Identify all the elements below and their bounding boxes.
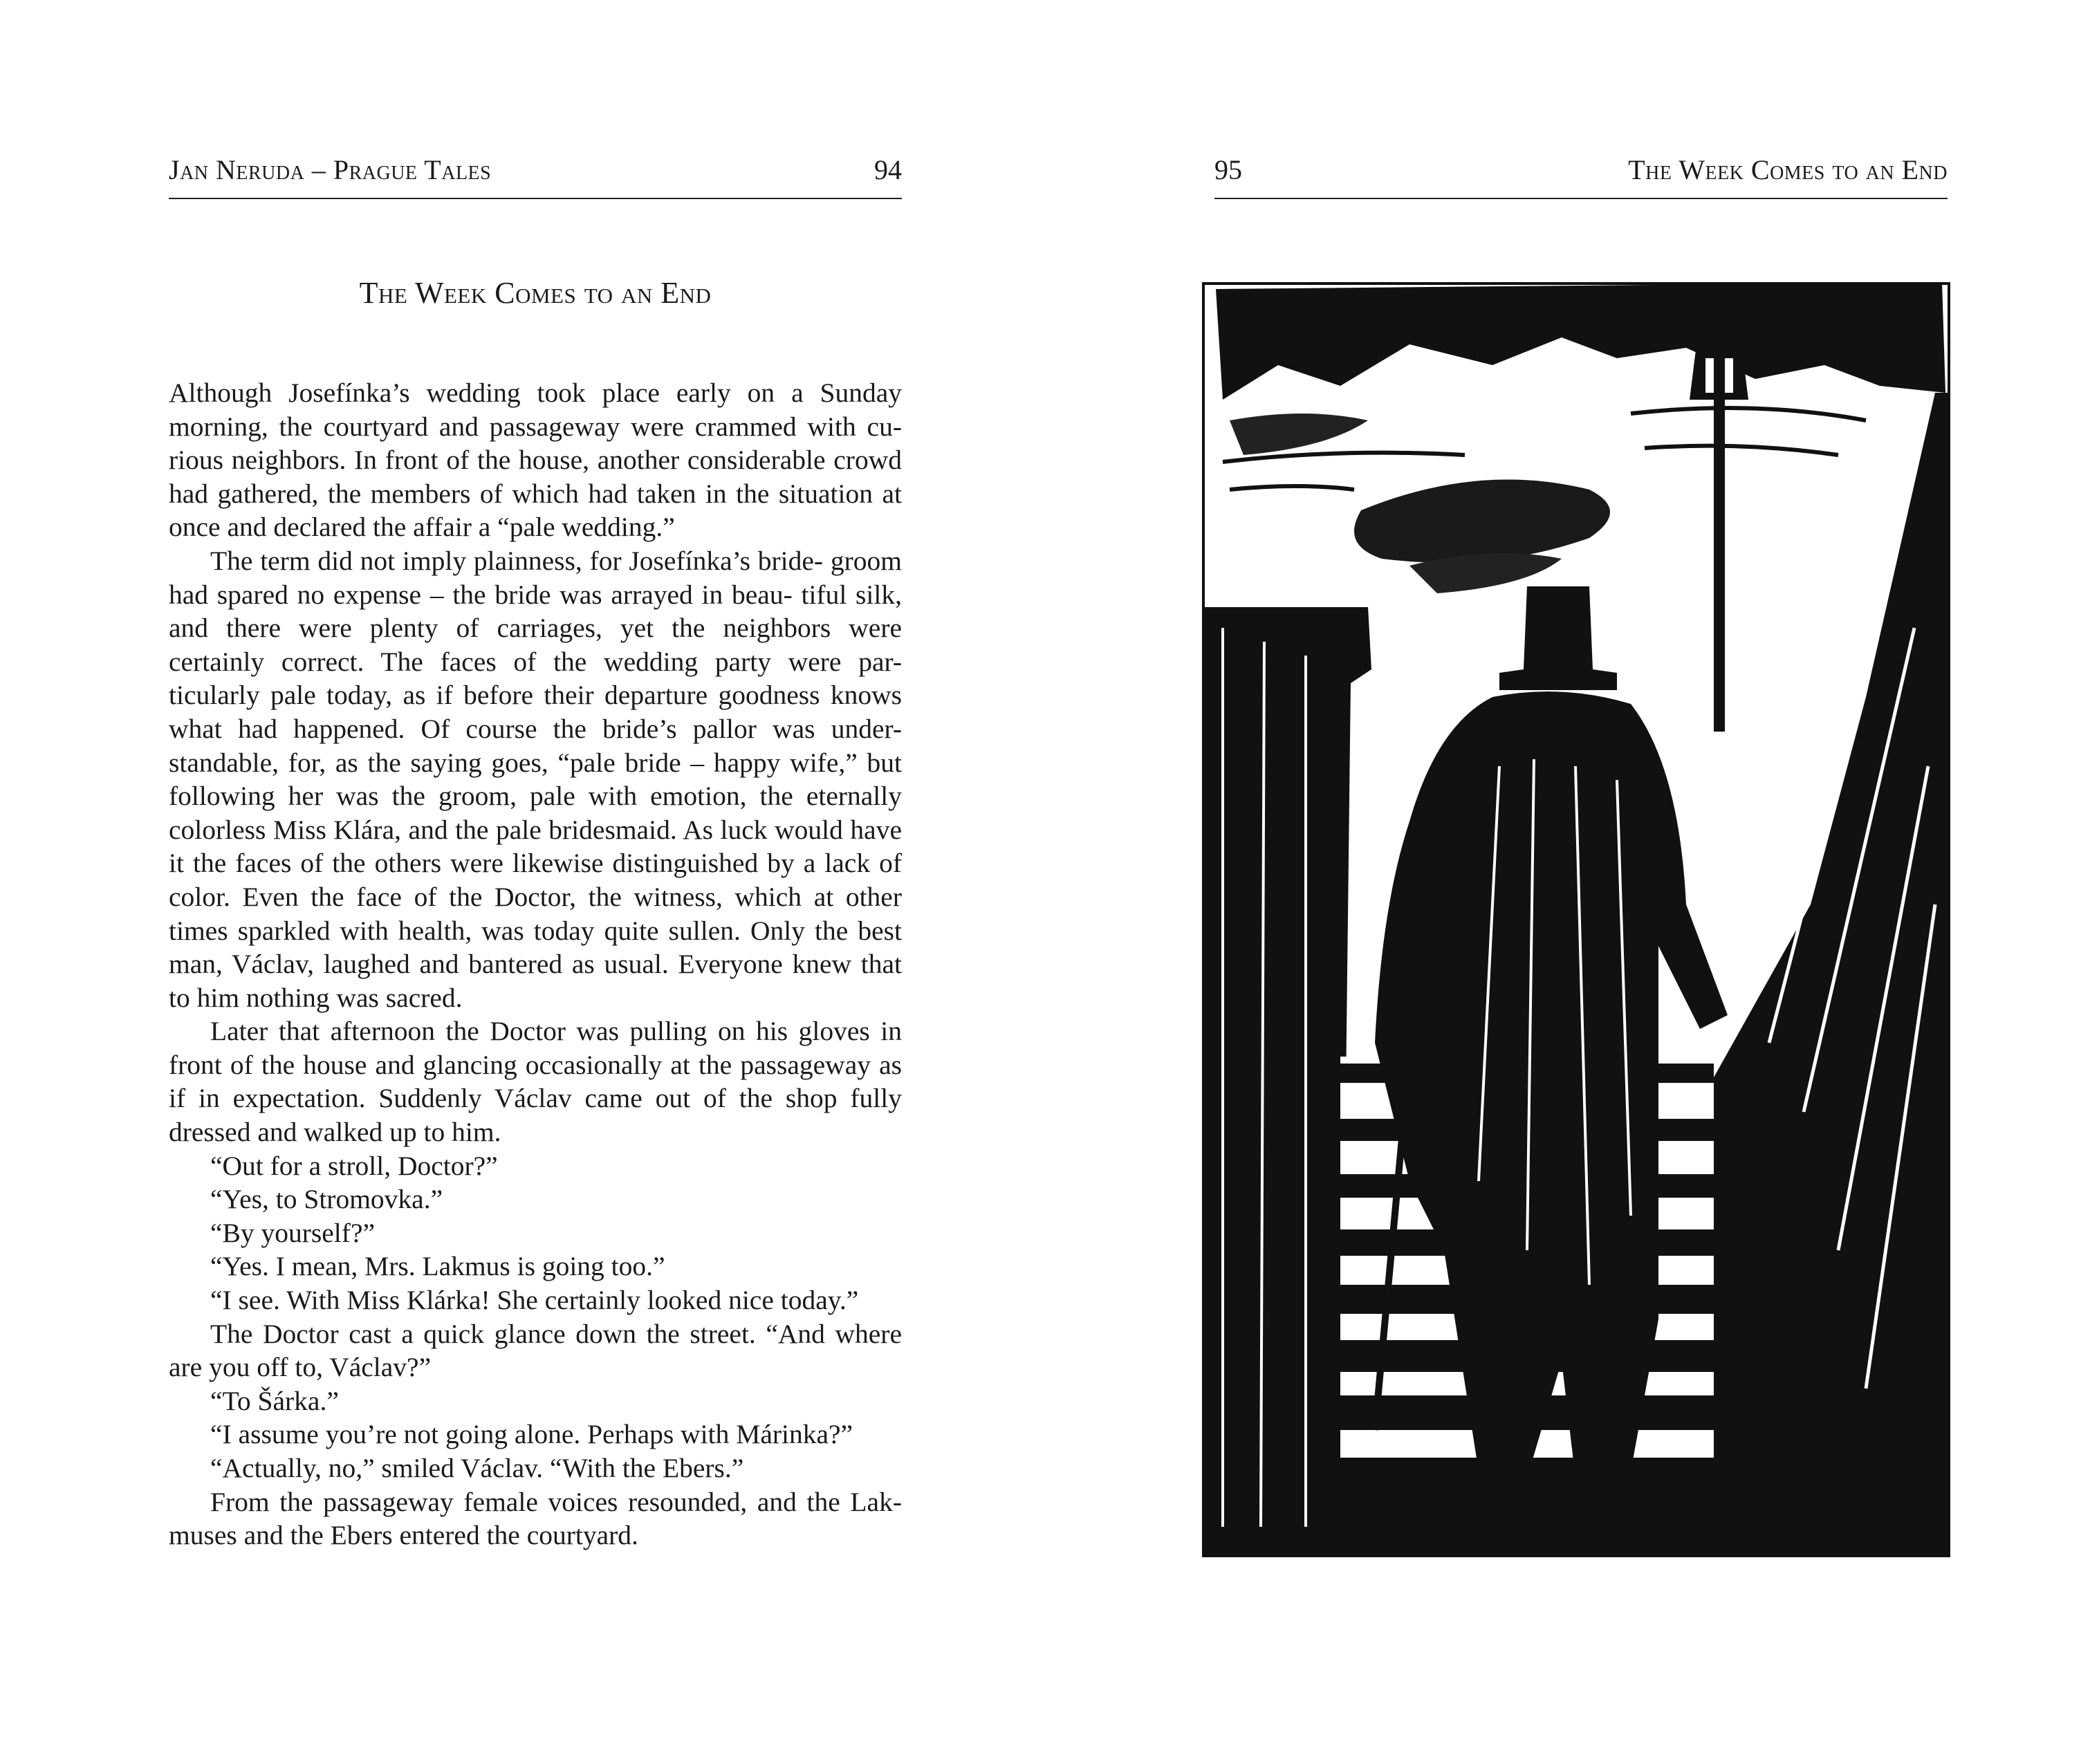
dialogue-line: “To Šárka.” xyxy=(210,1385,339,1416)
dialogue-line: “Yes. I mean, Mrs. Lakmus is going too.” xyxy=(210,1251,665,1282)
right-header-rule xyxy=(1214,198,1948,199)
right-running-header xyxy=(1214,151,1948,189)
street-lamp-icon xyxy=(1690,344,1748,400)
paragraph: From the passageway female voices resounded, and the Lak- muses and the Ebers entered the courtyard. xyxy=(169,1486,902,1551)
paragraph: Later that afternoon the Doctor was pulling on his gloves in front of the house and glancing occasionally at the passageway as if in expectation. Suddenly Václav came out of the shop fully dressed and walked up to him. xyxy=(169,1016,902,1148)
chapter-title: The Week Comes to an End xyxy=(359,276,712,310)
dialogue-line: “Out for a stroll, Doctor?” xyxy=(210,1150,498,1181)
left-running-head-title: Jan Neruda – Prague Tales xyxy=(169,154,492,185)
right-page-number: 95 xyxy=(1214,154,1242,185)
left-page-number: 94 xyxy=(874,154,902,185)
dialogue-line: “Yes, to Stromovka.” xyxy=(210,1184,443,1215)
dialogue-line: “By yourself?” xyxy=(210,1217,376,1248)
dialogue-line: “I see. With Miss Klárka! She certainly looked nice today.” xyxy=(210,1285,859,1316)
right-running-head-title: The Week Comes to an End xyxy=(1628,154,1948,185)
paragraph: The term did not imply plainness, for Josefínka’s bride- groom had spared no expense – the bride was arrayed in beau- tiful silk, and there were plenty of carriages, yet the neighbors were certainly correct. The faces of the wedding party were par- ticularly pale today, as if before their departure goodness knows what had happened. Of course the bride’s pallor was under- standable, for, as the saying goes, “pale bride – happy wife,” but following her was the groom, pale with emotion, the eternally colorless Miss Klára, and the pale bridesmaid. As luck would have it the faces of the others were likewise distinguished by a lack of color. Even the face of the Doctor, the witness, which at other times sparkled with health, was today quite sullen. Only the best man, Václav, laughed and bantered as usual. Everyone knew that to him nothing was sacred. xyxy=(169,545,902,1013)
woodcut-illustration xyxy=(1202,282,1950,1557)
left-running-header xyxy=(169,151,902,189)
paragraph: Although Josefínka’s wedding took place early on a Sunday morning, the courtyard and passageway were crammed with cu- rious neighbors. In front of the house, another considerable crowd had gathered, the members of which had taken in the situation at once and declared the affair a “pale wedding.” xyxy=(169,378,902,543)
dialogue-line: “Actually, no,” smiled Václav. “With the Ebers.” xyxy=(210,1453,744,1483)
left-header-rule xyxy=(169,198,902,199)
story-text xyxy=(169,376,902,1552)
dialogue-line: “I assume you’re not going alone. Perhaps with Márinka?” xyxy=(210,1419,853,1450)
paragraph: The Doctor cast a quick glance down the street. “And where are you off to, Václav?” xyxy=(169,1318,902,1383)
